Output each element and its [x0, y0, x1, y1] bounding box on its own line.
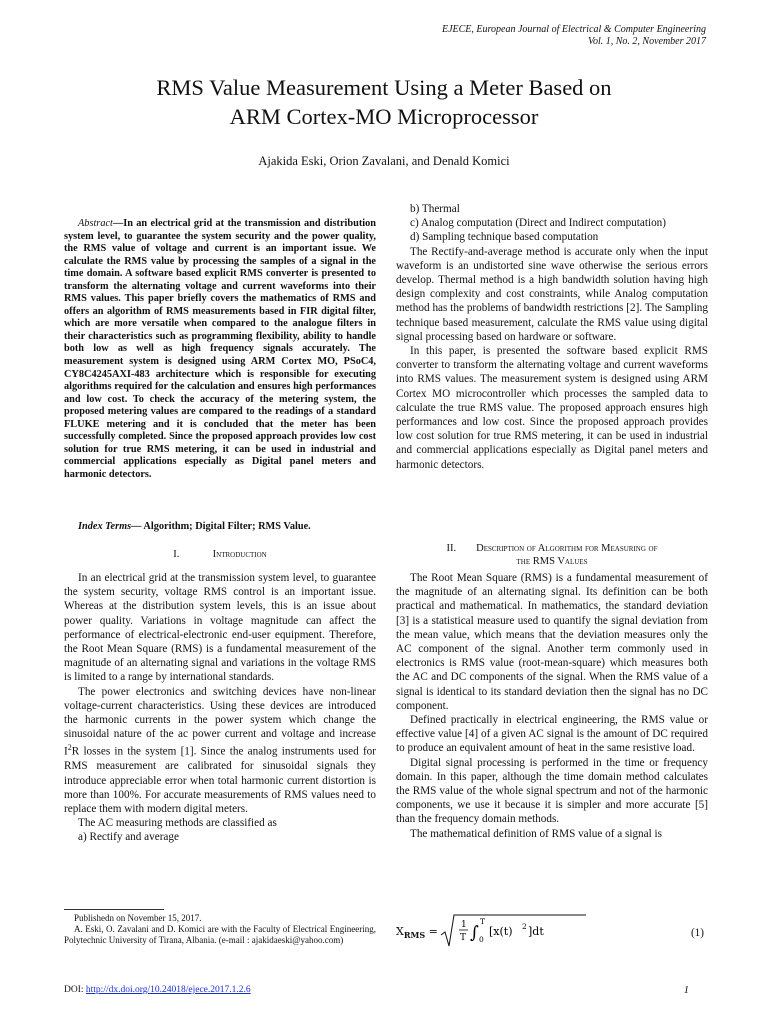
- section-1-title: Introduction: [212, 549, 267, 560]
- section-1-heading: [64, 548, 376, 561]
- section-2-paragraph-3: Digital signal processing is performed in the time or frequency domain. In this paper, although the time domain method calculates the RMS value of the whole signal spectrum and not of the harmonic components, we use it because it is simpler and more accurate [5] than the frequency domain methods.: [396, 756, 708, 826]
- fraction-numerator: 1: [461, 920, 467, 930]
- section-1-number: I.: [173, 549, 180, 560]
- section-2-paragraph-2: Defined practically in electrical engineering, the RMS value or effective value [4] of a given AC signal is the amount of DC required to produce an equivalent amount of heat in the same resistive load.: [396, 714, 708, 755]
- paper-title: [0, 73, 768, 131]
- equation-lhs: [396, 925, 438, 940]
- intro-paragraph-2: [64, 685, 376, 817]
- index-terms-text: — Algorithm; Digital Filter; RMS Value.: [131, 521, 311, 532]
- title-line-2: ARM Cortex-MO Microprocessor: [229, 104, 539, 129]
- intro-paragraph-2-sup: 2: [67, 743, 72, 753]
- section-2-heading: [396, 542, 708, 568]
- section-2-paragraph-4: The mathematical definition of RMS value of a signal is: [410, 827, 662, 840]
- list-item: a) Rectify and average: [78, 831, 179, 844]
- fraction-denominator: T: [460, 933, 467, 943]
- integrand-end: ]dt: [528, 925, 544, 938]
- equation-number: (1): [690, 927, 704, 939]
- footnote-rule: [64, 909, 164, 910]
- list-item: b) Thermal: [410, 203, 460, 215]
- integral-lower-limit: 0: [479, 935, 484, 944]
- journal-header: [442, 24, 706, 48]
- index-terms: [64, 521, 376, 532]
- equation-root-expression: [440, 913, 590, 949]
- integral-upper-limit: T: [480, 917, 486, 926]
- doi-line: [64, 985, 251, 995]
- index-terms-label: Index Terms: [78, 521, 132, 532]
- footnote-affiliation: A. Eski, O. Zavalani and D. Komici are with the Faculty of Electrical Engineering, Polytechnic University of Tirana, Albania. (e-mail : ajakidaeski@yahoo.com): [64, 924, 376, 945]
- intro-paragraph-2-a: The power electronics and switching devices have non-linear voltage-current characteristics. Using these devices are introduced the harmonic currents in the power system which change the sinusoidal nature of the ac power current and voltage and increase I: [64, 685, 376, 759]
- section-2-body: [396, 571, 708, 841]
- integral-sign: ∫: [470, 923, 479, 943]
- introduction-body: [64, 571, 376, 845]
- section-2-number: II.: [446, 543, 457, 554]
- equation-x: X: [396, 925, 404, 938]
- intro-paragraph-3: The AC measuring methods are classified as: [78, 817, 277, 830]
- list-item: c) Analog computation (Direct and Indirect computation): [410, 217, 666, 230]
- equation-equals: =: [428, 925, 438, 938]
- abstract-text: —In an electrical grid at the transmission and distribution system level, to guarantee the system security and the power quality, the RMS value of voltage and current is an important issue. We calculate the RMS value by processing the samples of a signal in the time domain. A software based explicit RMS converter is presented to transform the alternating voltage and current waveforms into their RMS values. This paper briefly covers the mathematics of RMS and offers an algorithm of RMS measurements based in FIR digital filter, which are more versatile when compared to the analogue filters in their characteristics such as programming flexibility, ability to handle both low as well as high frequency signals accurately. The measurement system is designed using ARM Cortex MO, PSoC4, CY8C4245AXI-483 architecture which is responsible for executing algorithms required for the calculation and ensures high performances and low cost. To check the accuracy of the metering system, the proposed metering values are compared to the readings of a standard FLUKE metering and it is concluded that the meter has been successfully completed. Since the proposed approach provides low cost solution for true RMS metering, it can be used in industrial and commercial applications especially as Digital panel meters and harmonic detectors.: [64, 218, 376, 480]
- footnote: [64, 913, 376, 946]
- equation-rms-sub: RMS: [403, 930, 426, 941]
- section-2-title-line-2: the RMS Values: [516, 556, 588, 567]
- intro-paragraph-5: In this paper, is presented the software based explicit RMS converter to transform the alternating voltage and current waveforms into RMS values. The measurement system is designed using ARM Cortex MO microcontroller which processes the sampled data to calculate the true RMS value. The proposed approach ensures high performances and low cost. Since the proposed approach provides low cost solution for true RMS metering, it can be used in industrial and commercial applications especially as Digital panel meters and harmonic detectors.: [396, 345, 708, 471]
- list-item: d) Sampling technique based computation: [410, 231, 599, 244]
- rms-equation: [396, 913, 708, 949]
- abstract-label: Abstract: [78, 218, 113, 229]
- intro-paragraph-4: The Rectify-and-average method is accurate only when the input waveform is an undistorted sine wave otherwise the serious errors develop. Thermal method is a high bandwidth solution having high design complexity and cost constraints, while Analog computation method has the problems of bandwidth restrictions [2]. The Sampling technique based measurement, calculate the RMS value using digital signal processing based on hardware or software.: [396, 245, 708, 343]
- doi-label: DOI:: [64, 985, 86, 995]
- integrand-exponent: 2: [522, 922, 527, 931]
- journal-volume: Vol. 1, No. 2, November 2017: [587, 36, 706, 47]
- right-column-top: [396, 202, 708, 472]
- section-2-paragraph-1: The Root Mean Square (RMS) is a fundamental measurement of the magnitude of an alternating signal. Its definition can be both practical and mathematical. In mathematics, the standard deviation [3] is a statistical measure used to quantify the signal deviation from the mean value, which means that the deviation measures only the AC component of the signal. Another term commonly used in electronics is RMS value (root-mean-square) which measures both the AC and DC components of the signal. When the RMS value of a signal is identical to its standard deviation then the signal has no DC component.: [396, 572, 708, 712]
- doi-link[interactable]: http://dx.doi.org/10.24018/ejece.2017.1.2.6: [85, 985, 251, 995]
- page-number: 1: [683, 985, 689, 996]
- integrand-body: [x(t): [489, 925, 513, 938]
- abstract: [64, 218, 376, 481]
- intro-paragraph-2-b: R losses in the system [1]. Since the analog instruments used for RMS measurement are calibrated for sinusoidal signals they introduce appreciable error when total harmonic current distortion is more than 100%. For accurate measurements of RMS values need to replace them with modern digital meters.: [64, 746, 376, 815]
- footnote-published: Publishedn on November 15, 2017.: [74, 913, 202, 923]
- journal-name: EJECE, European Journal of Electrical & Computer Engineering: [441, 24, 706, 35]
- section-2-title-line-1: Description of Algorithm for Measuring of: [476, 543, 658, 554]
- authors: Ajakida Eski, Orion Zavalani, and Denald Komici: [258, 154, 510, 168]
- title-line-1: RMS Value Measurement Using a Meter Based on: [156, 75, 612, 100]
- intro-paragraph-1: In an electrical grid at the transmission system level, to guarantee the system security, voltage RMS control is an important issue. Whereas at the distribution system levels, this is an issue about power quality. Variations in voltage magnitude can affect the performance of electrical-electronic end-user equipment. Therefore, the Root Mean Square (RMS) is a fundamental measurement of the magnitude of an alternating signal and variations in the voltage RMS is limited to a range by international standards.: [64, 572, 376, 684]
